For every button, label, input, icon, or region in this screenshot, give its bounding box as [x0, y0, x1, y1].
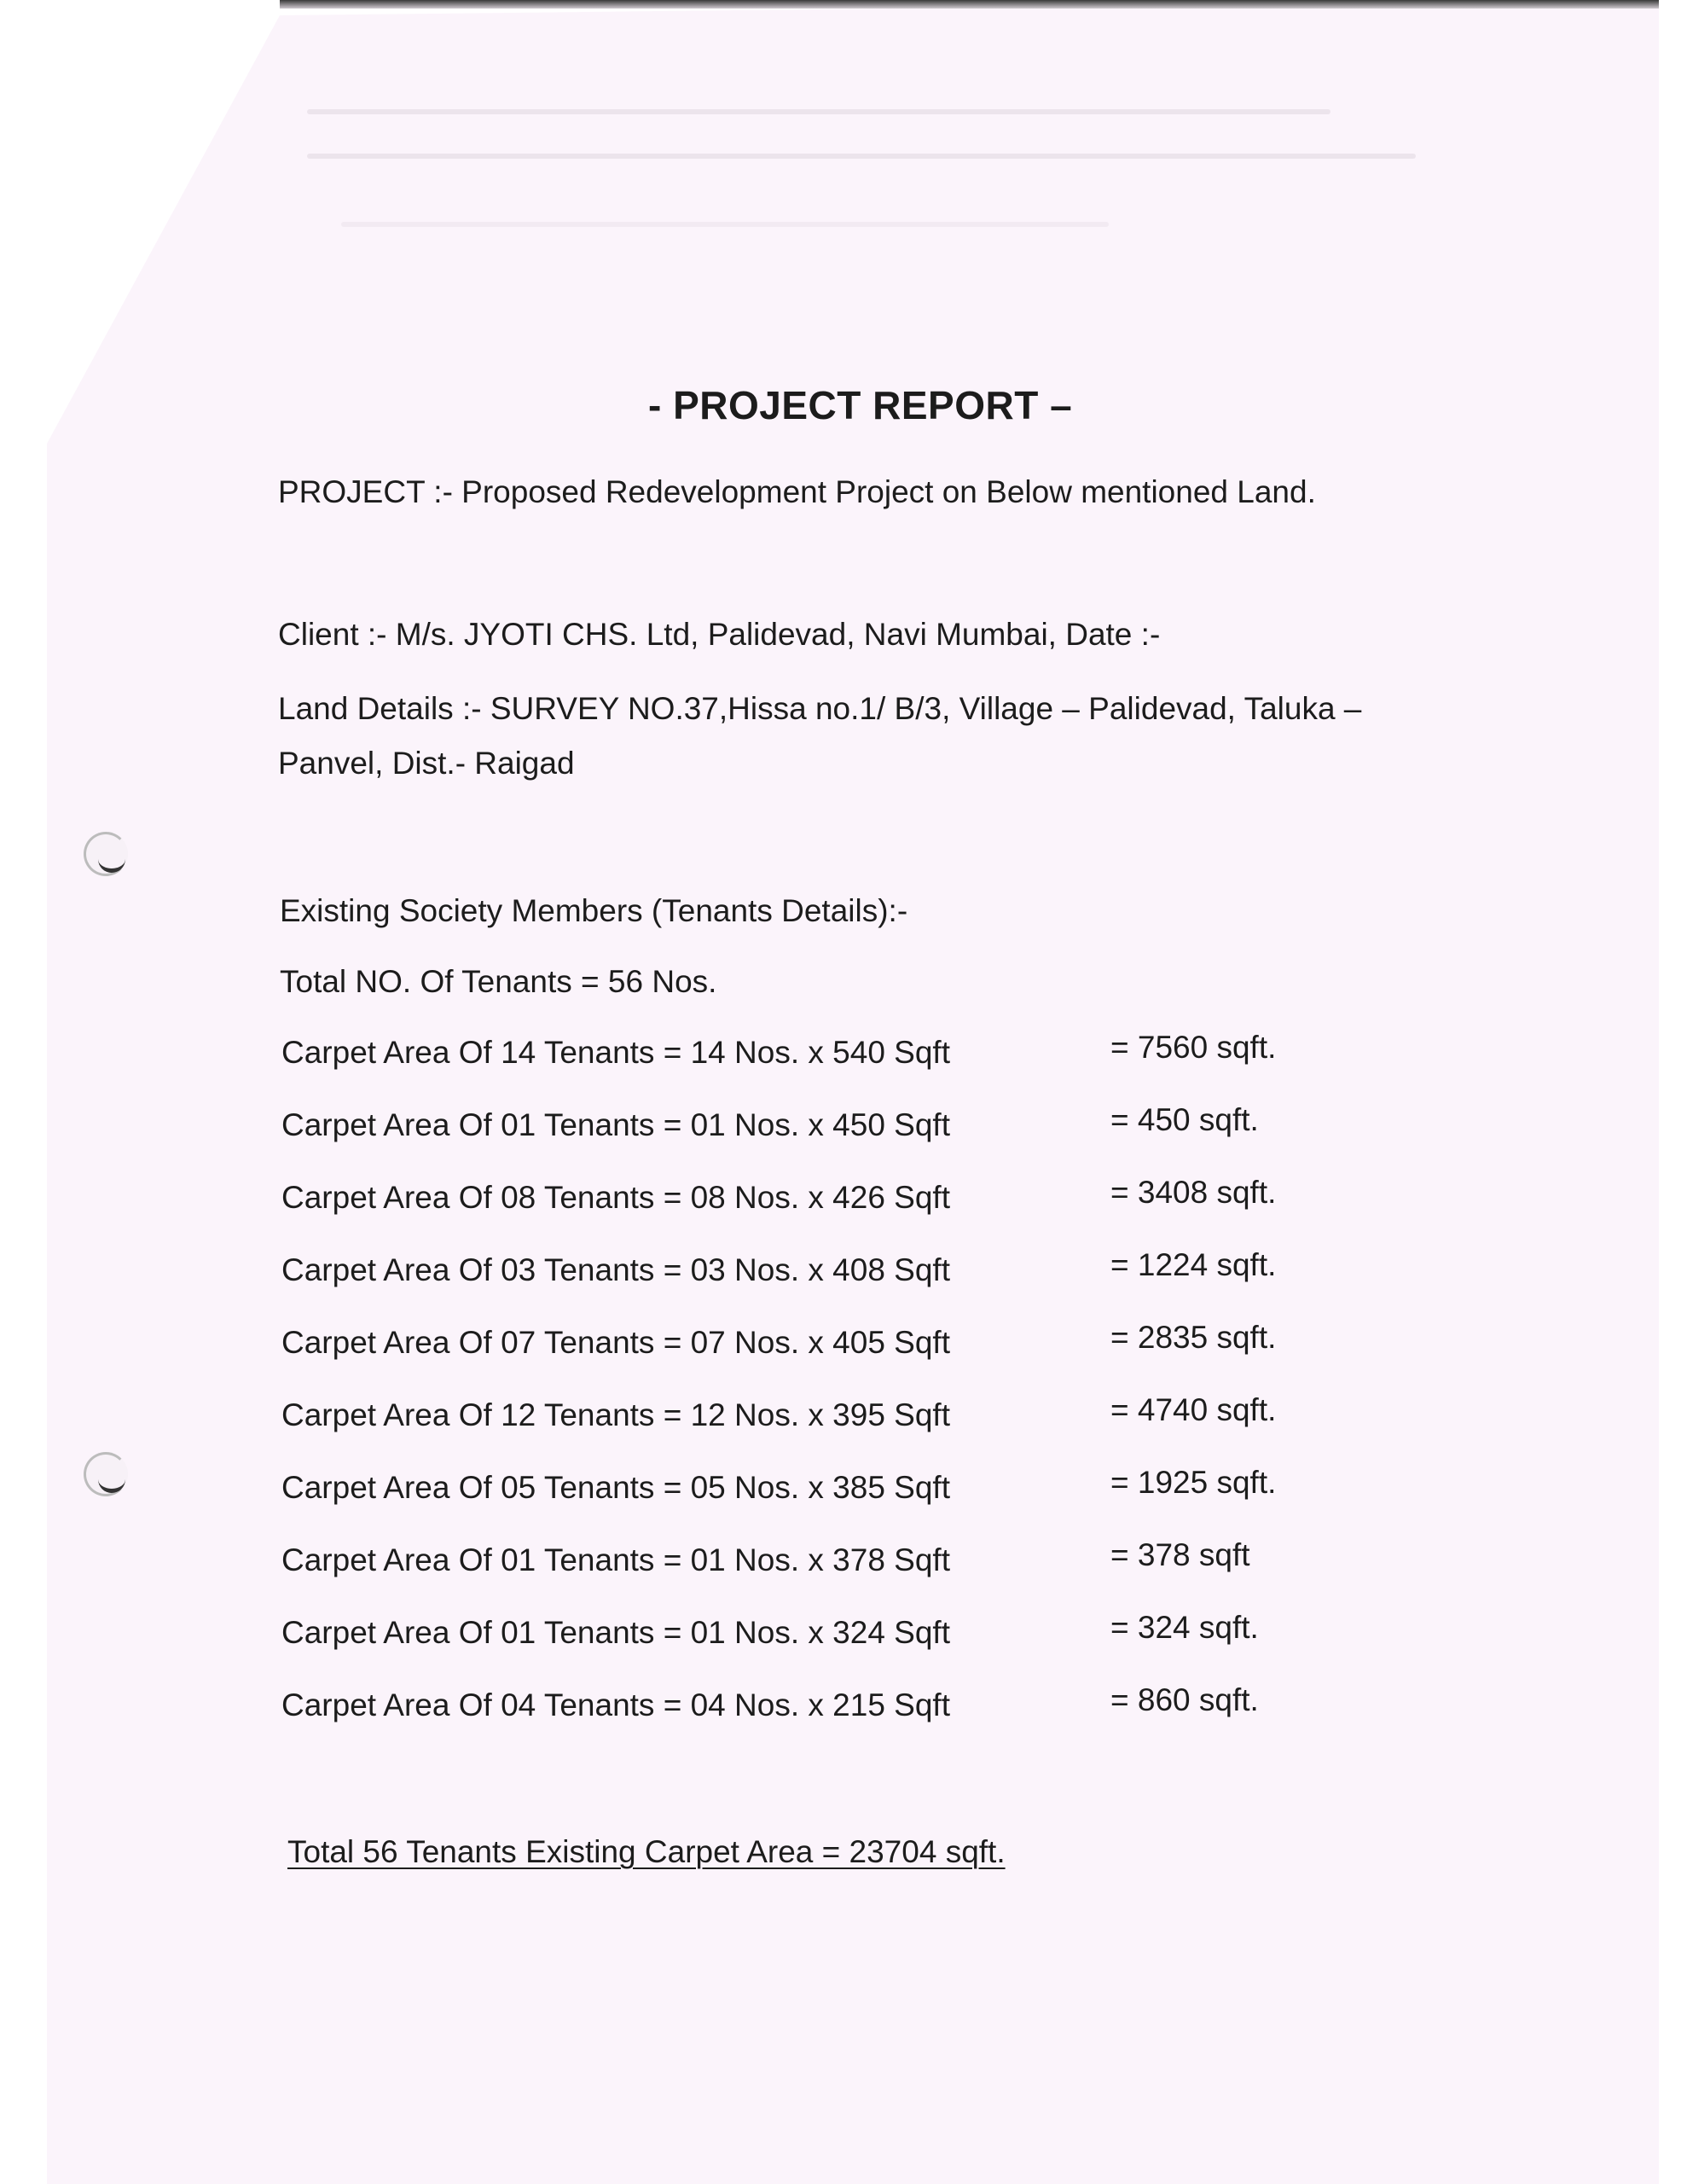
punch-hole	[84, 832, 128, 876]
row-total: = 7560 sqft.	[1110, 1030, 1277, 1065]
row-description: Carpet Area Of 08 Tenants = 08 Nos. x 426 Sqft	[281, 1180, 950, 1215]
bleed-through-line	[307, 154, 1416, 159]
row-total: = 3408 sqft.	[1110, 1175, 1277, 1210]
total-tenants-line: Total NO. Of Tenants = 56 Nos.	[280, 964, 717, 999]
row-description: Carpet Area Of 04 Tenants = 04 Nos. x 215 Sqft	[281, 1687, 950, 1722]
scan-edge-shadow	[280, 0, 1659, 9]
members-heading: Existing Society Members (Tenants Details):-	[280, 893, 908, 928]
bleed-through-line	[307, 109, 1330, 114]
project-line: PROJECT :- Proposed Redevelopment Project on Below mentioned Land.	[278, 474, 1316, 509]
row-description: Carpet Area Of 01 Tenants = 01 Nos. x 324 Sqft	[281, 1615, 950, 1650]
punch-hole	[84, 1452, 128, 1496]
row-total: = 1925 sqft.	[1110, 1465, 1277, 1500]
total-carpet-area-line: Total 56 Tenants Existing Carpet Area = 23704 sqft.	[287, 1834, 1006, 1869]
row-description: Carpet Area Of 01 Tenants = 01 Nos. x 450 Sqft	[281, 1107, 950, 1142]
row-total: = 324 sqft.	[1110, 1610, 1259, 1645]
report-title: - PROJECT REPORT –	[648, 383, 1073, 427]
row-total: = 378 sqft	[1110, 1537, 1250, 1572]
row-total: = 1224 sqft.	[1110, 1247, 1277, 1282]
row-description: Carpet Area Of 03 Tenants = 03 Nos. x 408 Sqft	[281, 1252, 950, 1287]
land-details-line-2: Panvel, Dist.- Raigad	[278, 746, 575, 781]
row-total: = 2835 sqft.	[1110, 1320, 1277, 1355]
row-description: Carpet Area Of 07 Tenants = 07 Nos. x 405 Sqft	[281, 1325, 950, 1360]
row-description: Carpet Area Of 01 Tenants = 01 Nos. x 378 Sqft	[281, 1542, 950, 1577]
row-description: Carpet Area Of 12 Tenants = 12 Nos. x 395 Sqft	[281, 1397, 950, 1432]
client-line: Client :- M/s. JYOTI CHS. Ltd, Palidevad, Navi Mumbai, Date :-	[278, 617, 1161, 652]
land-details-line-1: Land Details :- SURVEY NO.37,Hissa no.1/ B/3, Village – Palidevad, Taluka –	[278, 691, 1362, 726]
row-total: = 450 sqft.	[1110, 1102, 1259, 1137]
row-total: = 4740 sqft.	[1110, 1392, 1277, 1427]
bleed-through-line	[341, 222, 1109, 227]
row-description: Carpet Area Of 14 Tenants = 14 Nos. x 540 Sqft	[281, 1035, 950, 1070]
row-description: Carpet Area Of 05 Tenants = 05 Nos. x 385 Sqft	[281, 1470, 950, 1505]
row-total: = 860 sqft.	[1110, 1682, 1259, 1717]
